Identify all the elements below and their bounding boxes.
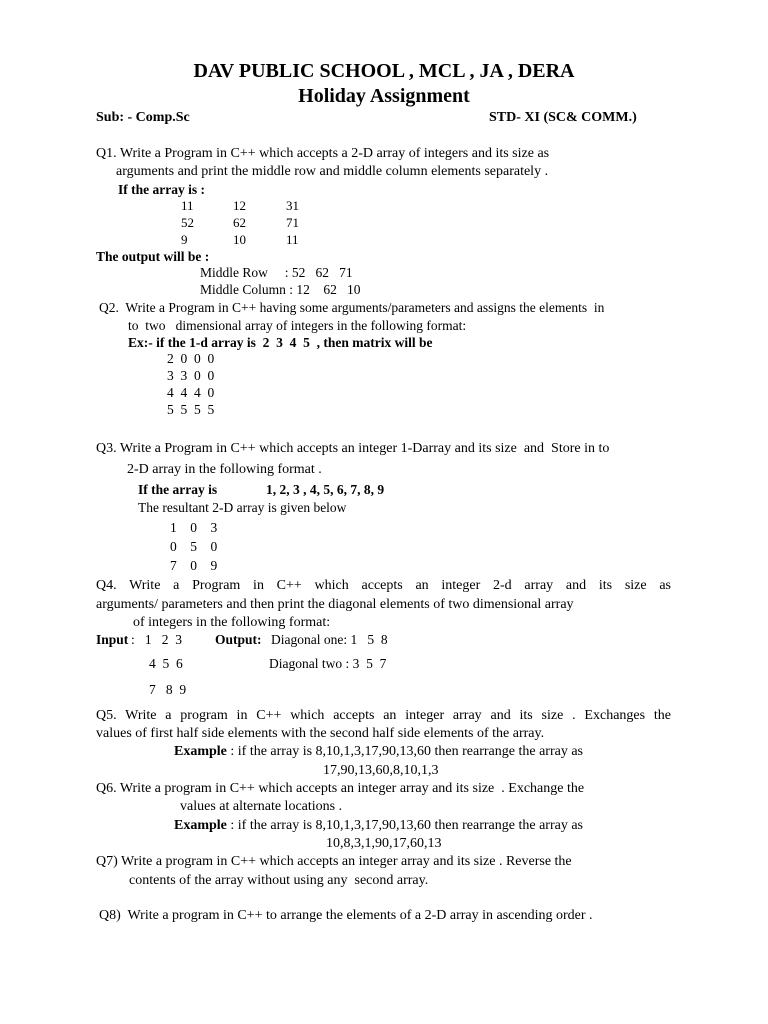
q1-if-label: If the array is : <box>118 182 205 197</box>
q1-matrix-row <box>181 232 299 249</box>
q6-line2: values at alternate locations . <box>180 799 343 814</box>
q1-line1: Q1. Write a Program in C++ which accepts a 2-D array of integers and its size as <box>96 146 550 161</box>
q2-line1: Q2. Write a Program in C++ having some arguments/parameters and assigns the elements in <box>99 300 605 315</box>
q4-output-label: Output: <box>215 632 262 647</box>
q1-cell: 11 <box>181 198 194 213</box>
subject-label: Sub: - Comp.Sc <box>96 110 190 125</box>
q6-result: 10,8,3,1,90,17,60,13 <box>326 836 442 851</box>
q1-matrix-row <box>181 198 299 215</box>
q1-cell: 71 <box>286 215 299 230</box>
q4-line1: Q4. Write a Program in C++ which accepts an integer 2-d array and its size as <box>96 578 671 593</box>
q5-example <box>174 744 583 760</box>
q1-cell: 62 <box>233 215 246 230</box>
q5-example-text: : if the array is 8,10,1,3,17,90,13,60 then rearrange the array as <box>226 744 583 759</box>
q4-input-label: Input <box>96 632 129 647</box>
school-name: DAV PUBLIC SCHOOL , MCL , JA , DERA <box>193 60 575 82</box>
q6-line1: Q6. Write a program in C++ which accepts an integer array and its size . Exchange the <box>96 781 585 796</box>
q1-middle-row: Middle Row : 52 62 71 <box>200 265 353 280</box>
q5-line1: Q5. Write a program in C++ which accepts an integer array and its size . Exchanges the <box>96 708 671 723</box>
q3-matrix-row: 1 0 3 <box>170 520 218 535</box>
q2-matrix-row: 5 5 5 5 <box>167 402 215 417</box>
q1-cell: 10 <box>233 232 246 247</box>
q3-matrix-row: 7 0 9 <box>170 558 218 573</box>
q4-input-row: 7 8 9 <box>149 682 187 697</box>
q2-matrix-row: 4 4 4 0 <box>167 385 215 400</box>
q4-diagonal-one: Diagonal one: 1 5 8 <box>271 632 388 647</box>
q5-line2: values of first half side elements with the second half side elements of the array. <box>96 726 545 741</box>
q1-cell: 12 <box>233 198 246 213</box>
q1-cell: 52 <box>181 215 194 230</box>
q2-matrix-row: 3 3 0 0 <box>167 368 215 383</box>
q4-line3: of integers in the following format: <box>133 615 331 630</box>
q6-example-text: : if the array is 8,10,1,3,17,90,13,60 then rearrange the array as <box>226 818 583 833</box>
q7-line2: contents of the array without using any second array. <box>129 873 429 888</box>
q5-result: 17,90,13,60,8,10,1,3 <box>323 763 439 778</box>
q7-line1: Q7) Write a program in C++ which accepts an integer array and its size . Reverse the <box>96 854 572 869</box>
q1-cell: 9 <box>181 232 188 247</box>
q1-middle-column: Middle Column : 12 62 10 <box>200 282 361 297</box>
q4-line2: arguments/ parameters and then print the diagonal elements of two dimensional array <box>96 597 574 612</box>
q3-array: 1, 2, 3 , 4, 5, 6, 7, 8, 9 <box>266 482 385 497</box>
q1-cell: 31 <box>286 198 299 213</box>
q8-line1: Q8) Write a program in C++ to arrange the elements of a 2-D array in ascending order . <box>99 908 593 923</box>
q1-line2: arguments and print the middle row and middle column elements separately . <box>116 164 549 179</box>
q3-line2: 2-D array in the following format . <box>127 462 322 477</box>
q1-cell: 11 <box>286 232 299 247</box>
q4-input-row: : 1 2 3 <box>131 632 183 647</box>
q3-resultant: The resultant 2-D array is given below <box>138 500 347 515</box>
q5-example-label: Example <box>174 744 227 759</box>
q1-matrix <box>181 198 299 249</box>
assignment-title: Holiday Assignment <box>298 85 470 107</box>
q6-example <box>174 818 583 834</box>
q6-example-label: Example <box>174 818 227 833</box>
q2-matrix-row: 2 0 0 0 <box>167 351 215 366</box>
q3-line1: Q3. Write a Program in C++ which accepts an integer 1-Darray and its size and Store in to <box>96 441 610 456</box>
q3-if-label: If the array is <box>138 482 218 497</box>
q3-matrix-row: 0 5 0 <box>170 539 218 554</box>
q2-line2: to two dimensional array of integers in the following format: <box>128 318 467 333</box>
q1-matrix-row <box>181 215 299 232</box>
q2-example: Ex:- if the 1-d array is 2 3 4 5 , then matrix will be <box>128 335 433 350</box>
q4-diagonal-two: Diagonal two : 3 5 7 <box>269 656 387 671</box>
std-label: STD- XI (SC& COMM.) <box>489 110 637 125</box>
q4-input-row: 4 5 6 <box>149 656 183 671</box>
q1-output-label: The output will be : <box>96 249 210 264</box>
